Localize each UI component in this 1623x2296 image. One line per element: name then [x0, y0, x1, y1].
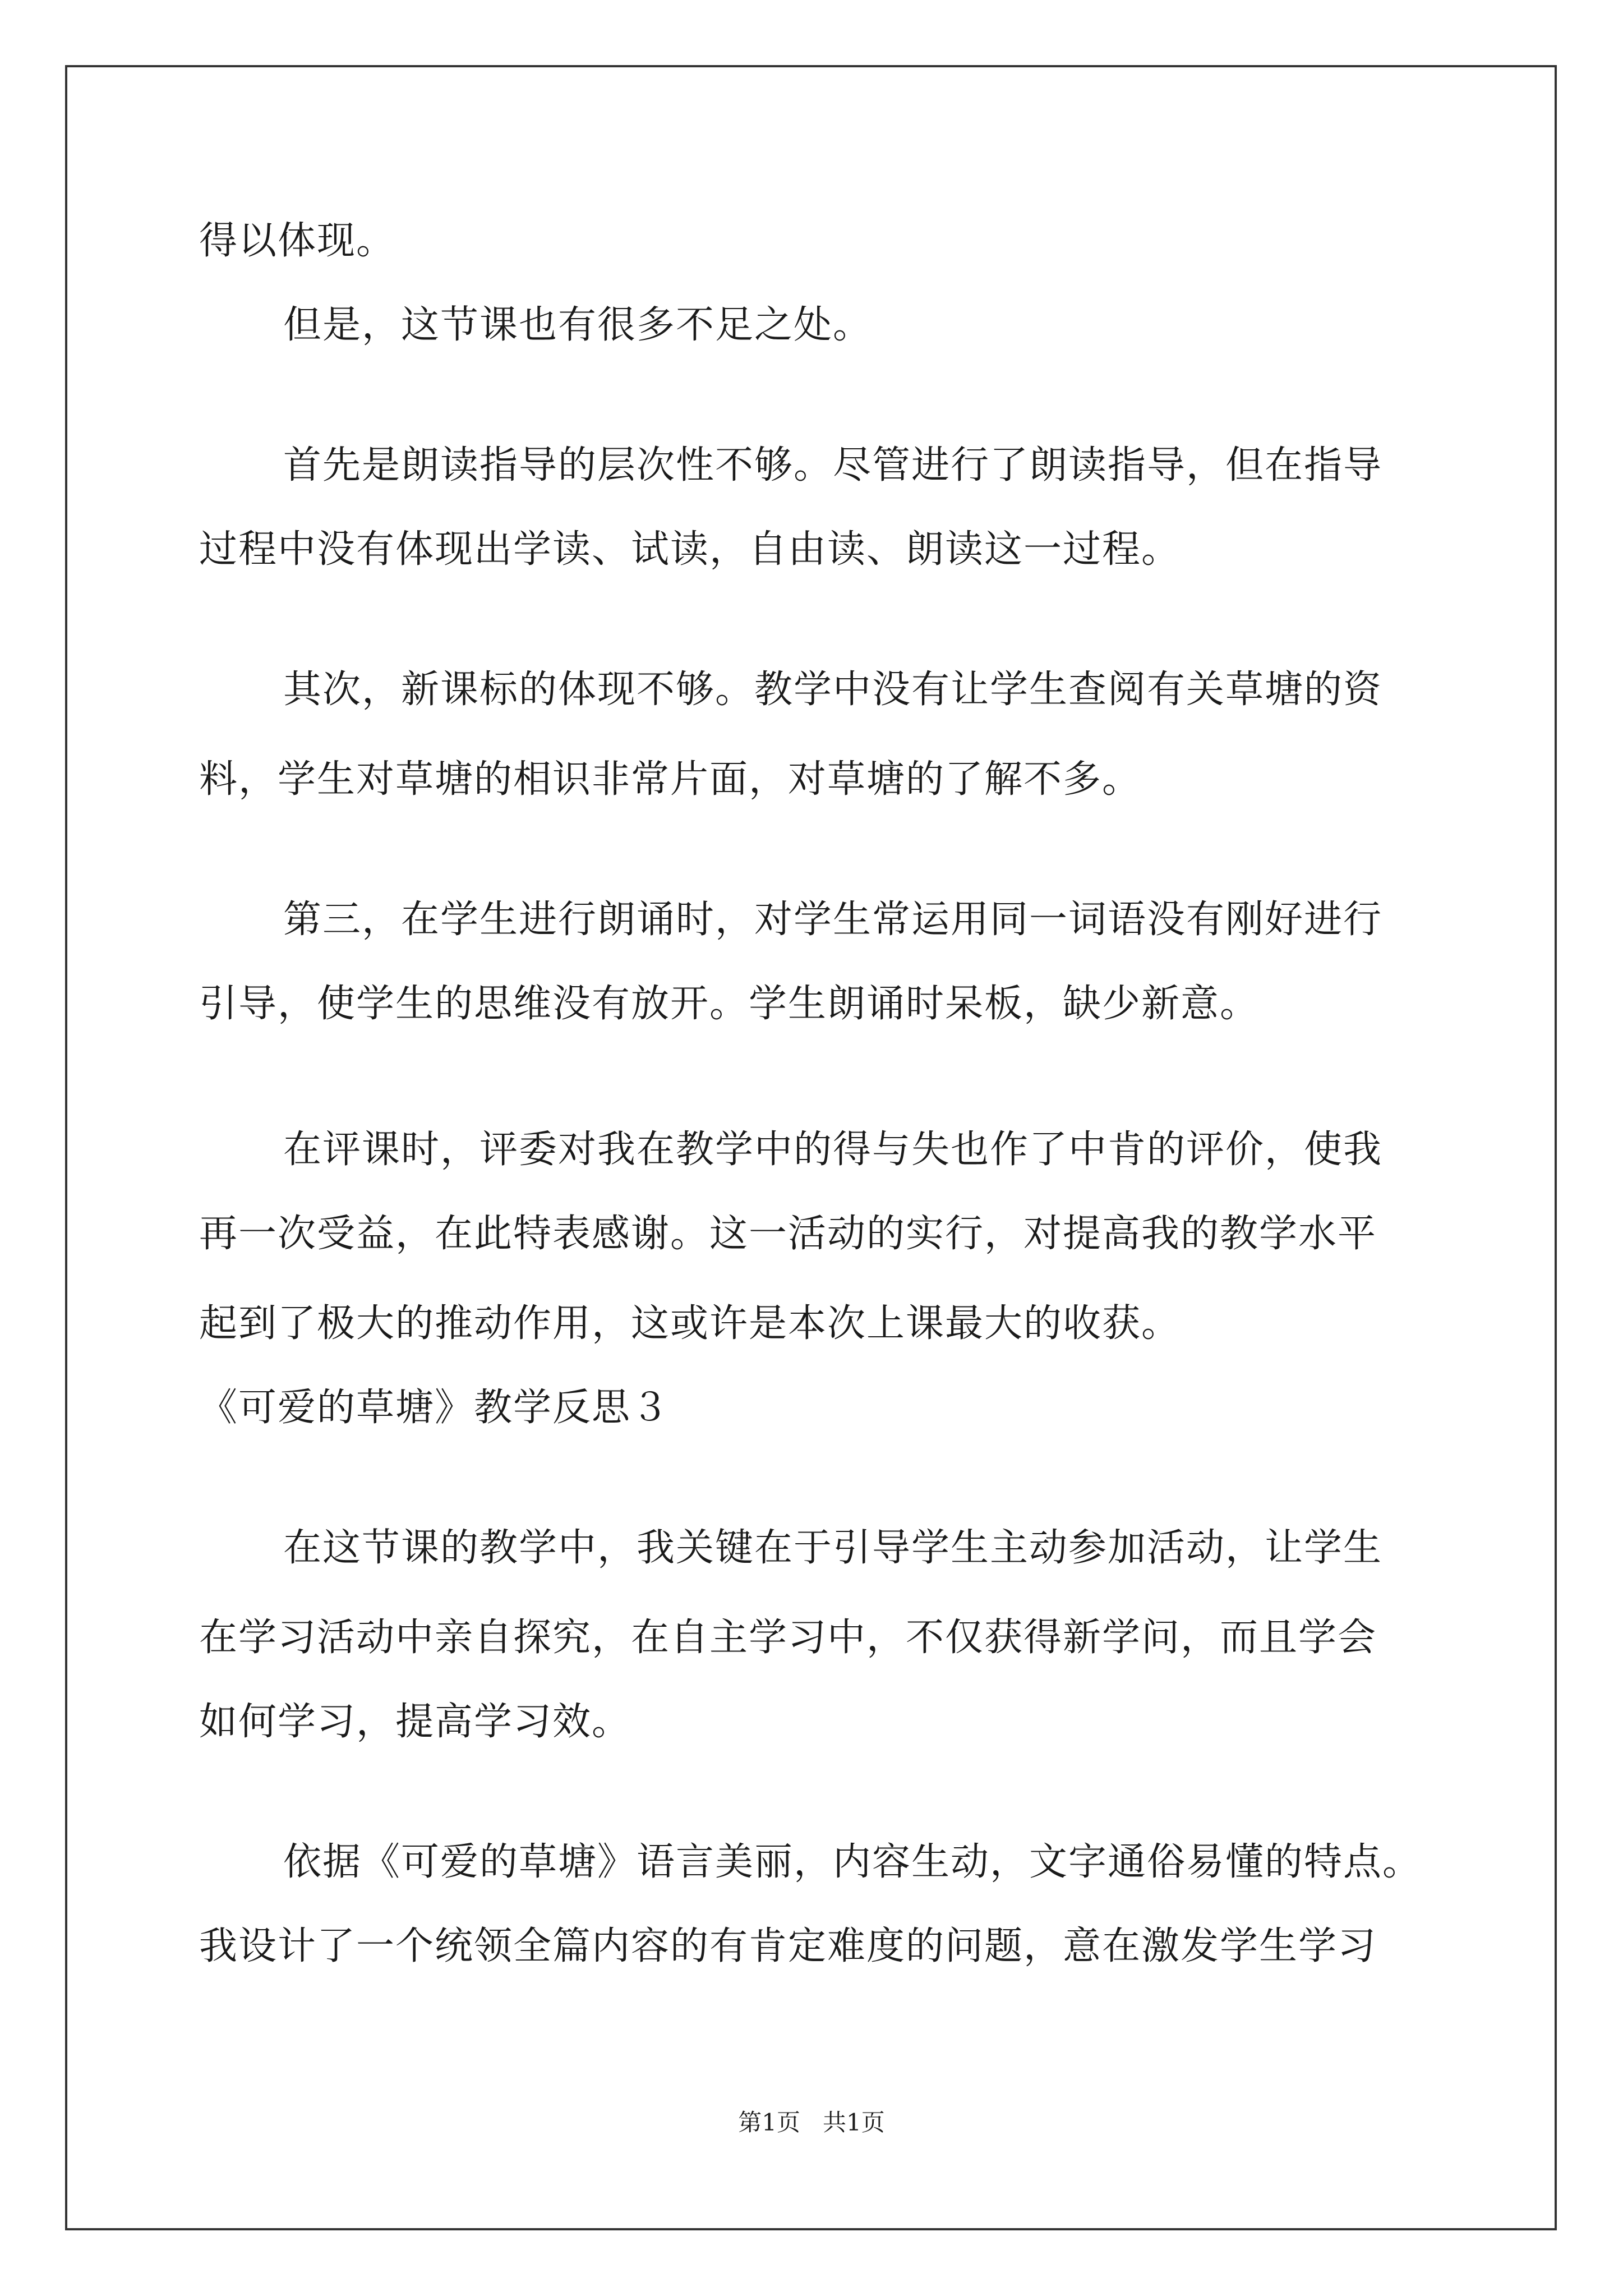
paragraph-line: 起到了极大的推动作用，这或许是本次上课最大的收获。 [199, 1301, 1181, 1346]
page-footer [0, 2108, 1623, 2137]
paragraph-line: 依据《可爱的草塘》语言美丽，内容生动，文字通俗易懂的特点。 [283, 1840, 1422, 1884]
paragraph-line: 在评课时，评委对我在教学中的得与失也作了中肯的评价，使我 [283, 1128, 1383, 1172]
paragraph-line: 在学习活动中亲自探究，在自主学习中，不仅获得新学问，而且学会 [199, 1616, 1377, 1660]
paragraph-line: 再一次受益，在此特表感谢。这一活动的实行，对提高我的教学水平 [199, 1212, 1377, 1256]
paragraph-line: 如何学习，提高学习效。 [199, 1700, 631, 1744]
paragraph-line: 但是，这节课也有很多不足之处。 [283, 303, 873, 347]
paragraph-line: 引导，使学生的思维没有放开。学生朗诵时呆板，缺少新意。 [199, 982, 1260, 1026]
paragraph-line: 料，学生对草塘的相识非常片面，对草塘的了解不多。 [199, 757, 1142, 802]
paragraph-line: 我设计了一个统领全篇内容的有肯定难度的问题，意在激发学生学习 [199, 1924, 1377, 1968]
paragraph-line: 其次，新课标的体现不够。教学中没有让学生查阅有关草塘的资 [283, 668, 1383, 712]
total-pages: 共1页 [823, 2109, 885, 2136]
paragraph-line: 得以体现。 [199, 219, 396, 263]
paragraph-line: 第三，在学生进行朗诵时，对学生常运用同一词语没有刚好进行 [283, 898, 1383, 942]
paragraph-line: 过程中没有体现出学读、试读，自由读、朗读这一过程。 [199, 527, 1181, 572]
paragraph-line: 首先是朗读指导的层次性不够。尽管进行了朗读指导，但在指导 [283, 443, 1383, 487]
page-number: 第1页 [738, 2109, 800, 2136]
paragraph-line: 在这节课的教学中，我关键在于引导学生主动参加活动，让学生 [283, 1526, 1383, 1570]
section-heading: 《可爱的草塘》教学反思３ [199, 1386, 671, 1430]
